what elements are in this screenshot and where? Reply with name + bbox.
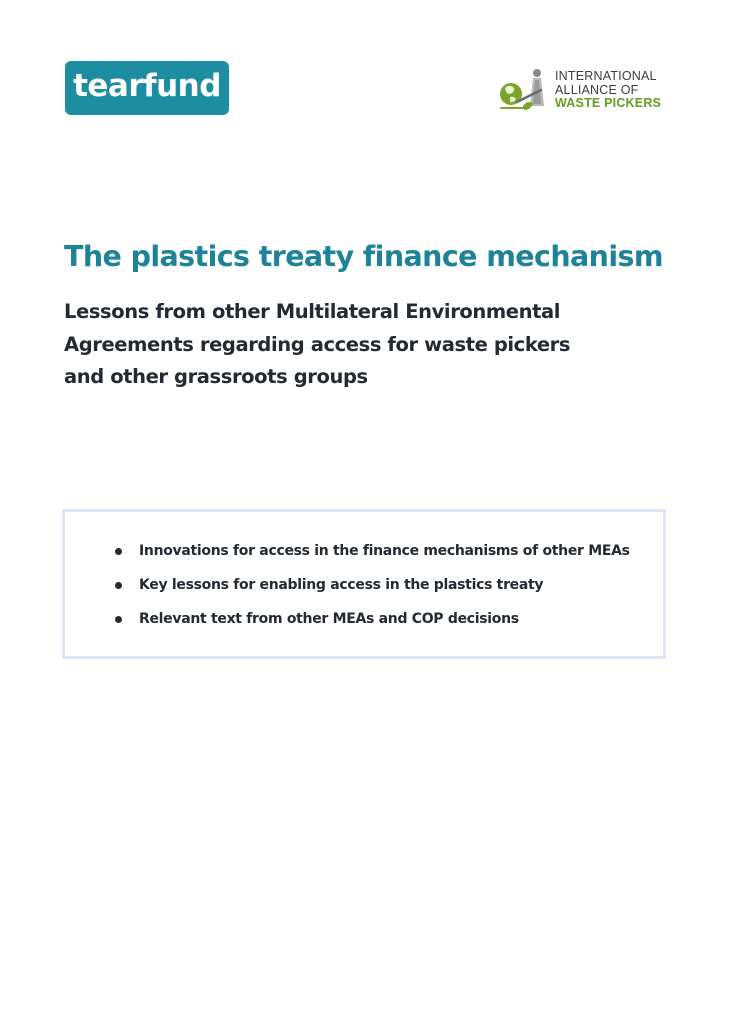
- summary-item: [113, 577, 630, 611]
- iawp-logo-line2: ALLIANCE OF: [555, 82, 639, 97]
- iawp-logo-line1: INTERNATIONAL: [555, 69, 657, 83]
- summary-item-text: Key lessons for enabling access in the plastics treaty: [139, 577, 544, 593]
- iawp-logo: [497, 66, 667, 118]
- summary-item: [113, 611, 630, 645]
- summary-box: [62, 509, 666, 659]
- iawp-logo-wordmark: [555, 70, 661, 111]
- summary-item-text: Innovations for access in the finance mechanisms of other MEAs: [139, 543, 630, 559]
- bullet-icon: [115, 582, 122, 589]
- tearfund-logo: [65, 61, 229, 115]
- document-title: The plastics treaty finance mechanism: [64, 240, 663, 273]
- summary-item: [113, 543, 630, 577]
- tearfund-logo-text: tearfund: [73, 68, 221, 104]
- bullet-icon: [115, 616, 122, 623]
- iawp-logo-line3: WASTE PICKERS: [555, 96, 662, 110]
- bullet-icon: [115, 548, 122, 555]
- summary-list: [113, 543, 630, 645]
- summary-item-text: Relevant text from other MEAs and COP decisions: [139, 611, 519, 627]
- waste-picker-globe-icon: [497, 66, 555, 116]
- document-subtitle: Lessons from other Multilateral Environmental Agreements regarding access for waste pickers and other grassroots groups: [64, 300, 571, 388]
